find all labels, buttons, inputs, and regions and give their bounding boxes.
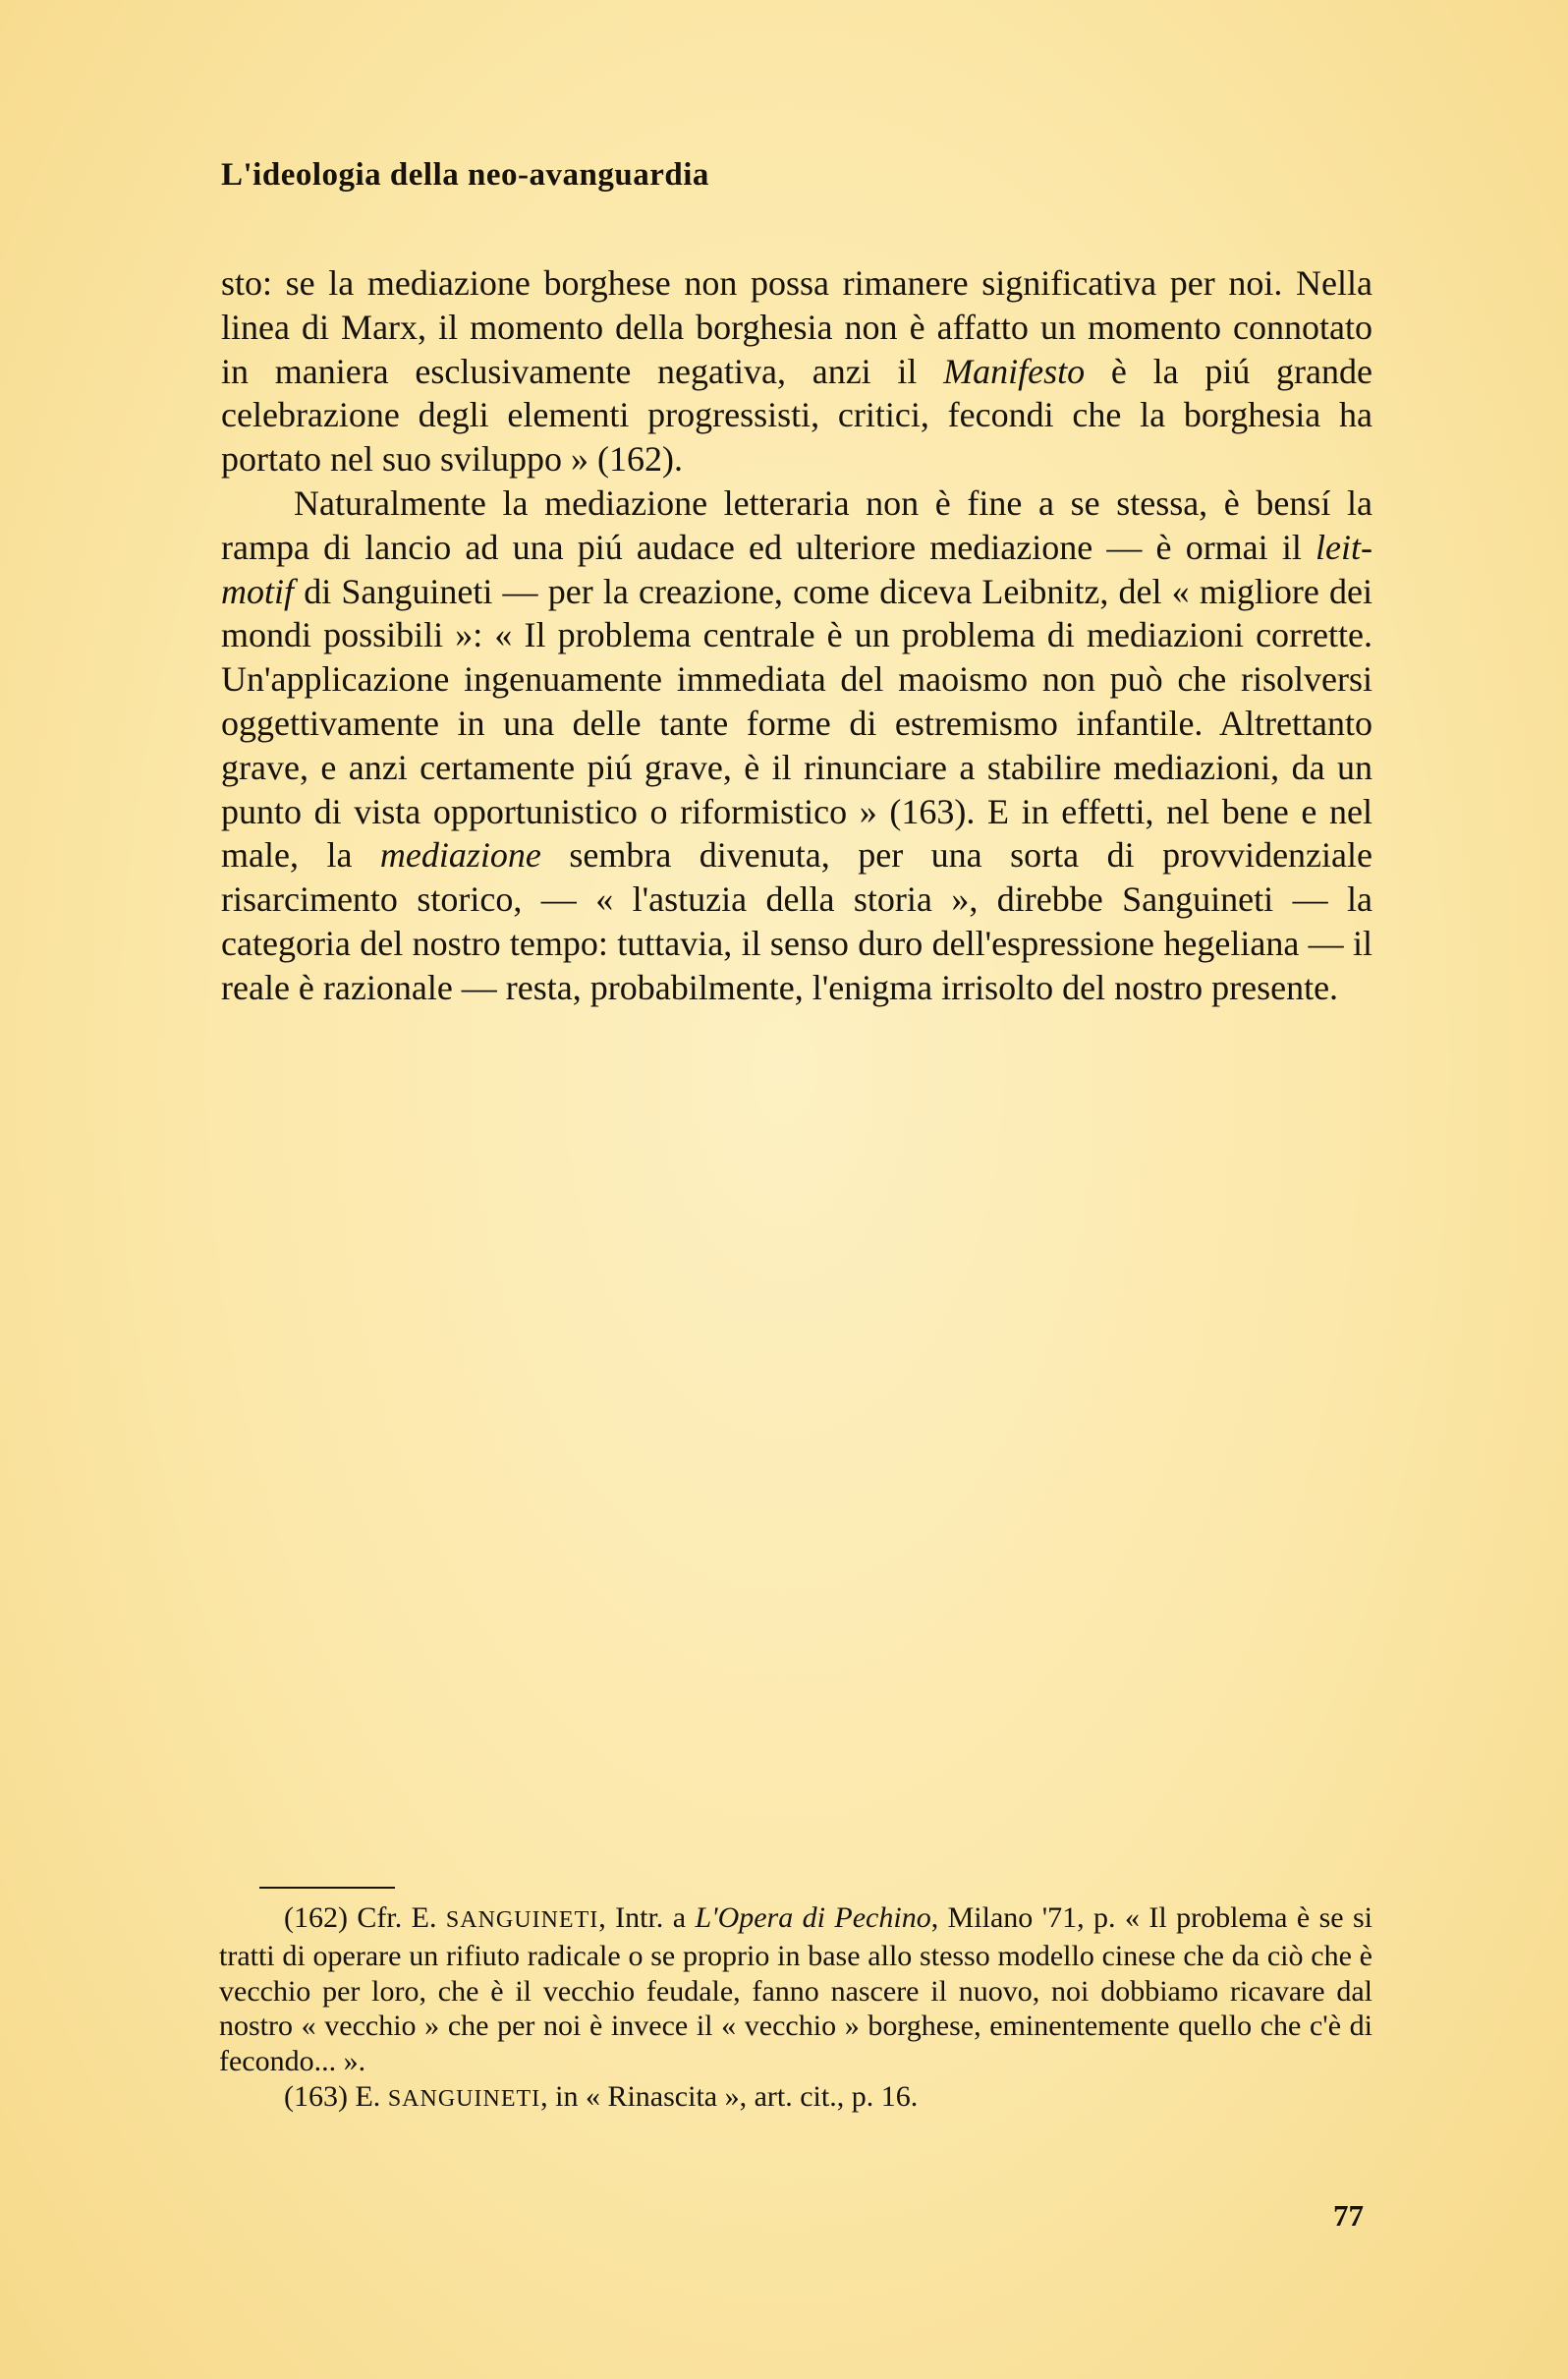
paragraph-2-text-a: Naturalmente la mediazione letteraria non è fine a se stessa, è bensí la rampa di lancio ad una piú audace ed ulteriore mediazione — è ormai il [221,482,1372,567]
footnote-divider [259,1887,395,1889]
footnote-162 [219,1900,1372,2079]
footnote-162-author: SANGUINETI [445,1907,599,1933]
paragraph-1-text-a: sto: se la mediazione borghese non possa rimanere significativa per noi. Nella linea di Marx, il momento della borghesia non è affatto un momento connotato in maniera esclusivamente negativa, anzi il [221,263,1372,391]
paragraph-1 [221,261,1372,481]
footnotes [219,1900,1372,2118]
footnote-162-text-b: , Intr. a [598,1901,696,1934]
paragraph-2-italic-mediazione: mediazione [379,835,541,876]
paragraph-1-italic-manifesto: Manifesto [943,351,1086,391]
paragraph-2-text-c: di Sanguineti — per la creazione, come diceva Leibnitz, del « migliore dei mondi possibili »: « Il problema centrale è un problema di mediazioni corrette. Un'applicazione ingenuamente immediata del maoismo non può che risolversi oggettivamente in una delle tante forme di estremismo infantile. Altrettanto grave, e anzi certamente piú grave, è il rinunciare a stabilire mediazioni, da un punto di vista opportunistico o riformistico » (163). E in effetti, nel bene e nel male, la [221,571,1372,876]
paragraph-2-text-e: sembra divenuta, per una sorta di provvidenziale risarcimento storico, — « l'astuzia della storia », direbbe Sanguineti — la categoria del nostro tempo: tuttavia, il senso duro dell'espressione hegeliana — il reale è razionale — resta, probabilmente, l'enigma irrisolto del nostro presente. [221,835,1372,1007]
paragraph-2-italic-leit-motif: leit-motif [221,527,1372,611]
footnote-162-title: L'Opera di Pechino [695,1901,931,1934]
paragraph-2 [221,481,1372,1010]
body-text [221,261,1372,1010]
footnote-162-text-a: (162) Cfr. E. [284,1901,446,1934]
footnote-162-text-c: , Milano '71, p. « Il problema è se si tratti di operare un rifiuto radicale o se proprio in base allo stesso modello cinese che da ciò che è vecchio per loro, che è il vecchio feudale, fanno nascere il nuovo, noi dobbiamo ricavare dal nostro « vecchio » che per noi è invece il « vecchio » borghese, eminentemente quello che c'è di fecondo... ». [219,1901,1372,2078]
footnote-163-text-a: (163) E. [284,2079,388,2113]
page-number: 77 [1333,2198,1364,2233]
paragraph-1-text-c: è la piú grande celebrazione degli elementi progressisti, critici, fecondi che la borghesia ha portato nel suo sviluppo » (162). [221,351,1372,480]
footnote-163-text-b: , in « Rinascita », art. cit., p. 16. [540,2079,919,2113]
running-head: L'ideologia della neo-avanguardia [221,157,709,193]
footnote-163 [219,2079,1372,2118]
footnote-163-author: SANGUINETI [387,2085,541,2112]
